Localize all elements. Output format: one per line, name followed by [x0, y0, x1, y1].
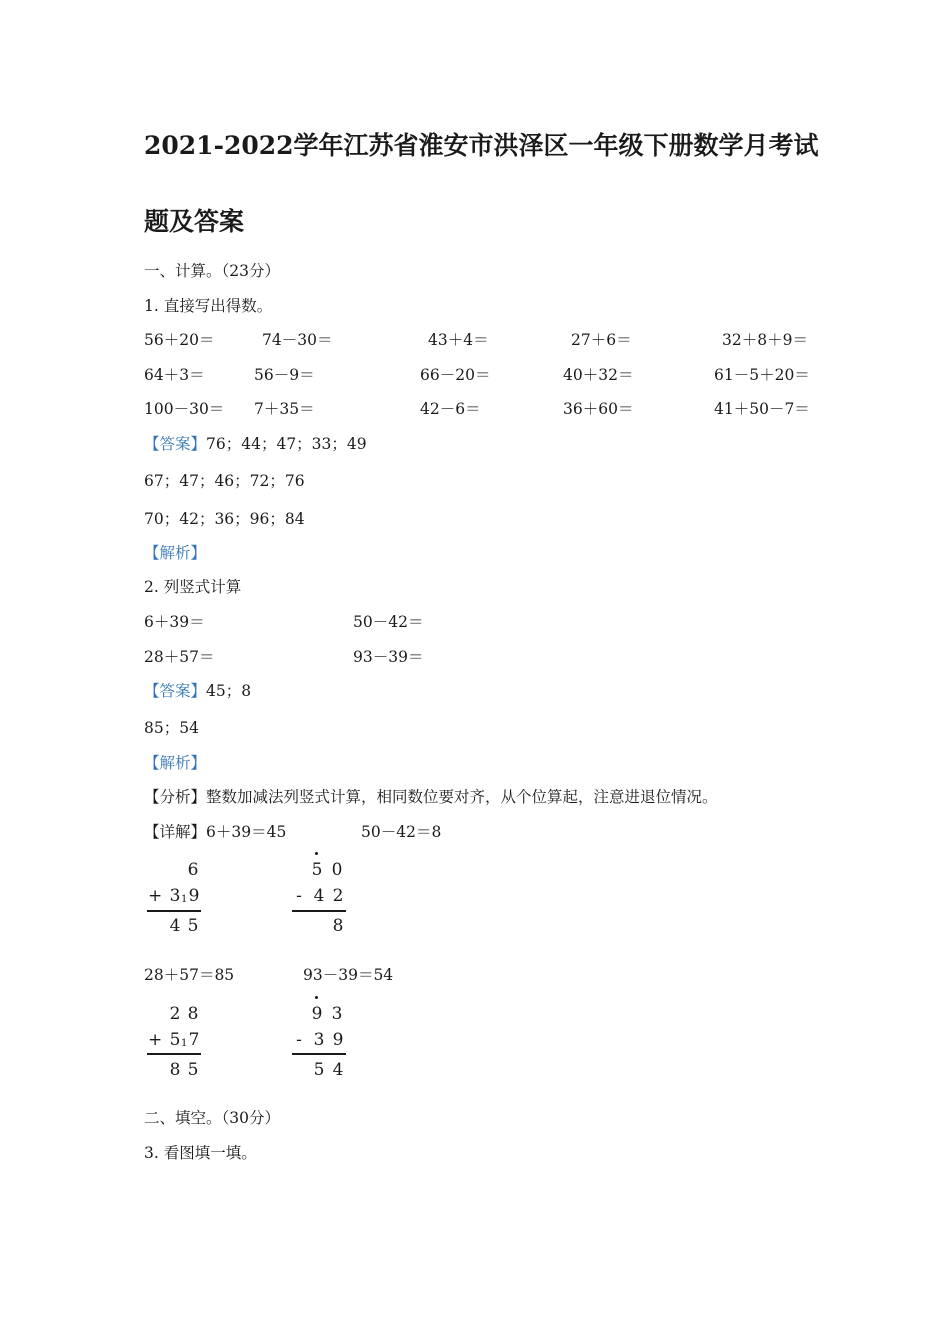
sum-line [147, 910, 201, 912]
sum-line [147, 1053, 201, 1055]
fenxi-text: 整数加减法列竖式计算，相同数位要对齐，从个位算起，注意进退位情况。 [206, 788, 718, 806]
digit: 7 [188, 1030, 200, 1050]
digit: 9 [332, 1030, 344, 1050]
q1-item: 32＋8＋9＝ [722, 331, 808, 349]
digit: 2 [332, 886, 344, 906]
borrow-dot [315, 996, 318, 999]
q1-item: 100－30＝ [144, 400, 225, 418]
digit: 6 [187, 860, 199, 880]
digit: 4 [313, 886, 325, 906]
digit: 5 [169, 1030, 181, 1050]
q1-item: 74－30＝ [262, 331, 333, 349]
digit: 0 [331, 860, 343, 880]
section2-heading: 二、填空。（30分） [144, 1109, 280, 1127]
operator: + [148, 1030, 163, 1050]
q1-item: 27＋6＝ [571, 331, 632, 349]
equation: 93－39＝54 [303, 966, 394, 984]
q1-item: 42－6＝ [420, 400, 481, 418]
q2-item: 50－42＝ [353, 613, 424, 631]
operator: + [148, 886, 163, 906]
equation: 28＋57＝85 [144, 966, 235, 984]
digit: 3 [331, 1004, 343, 1024]
q1-item: 56＋20＝ [144, 331, 215, 349]
operator: - [296, 886, 302, 906]
digit: 5 [187, 916, 199, 936]
q1-item: 43＋4＝ [428, 331, 489, 349]
q1-item: 40＋32＝ [563, 366, 634, 384]
digit: 3 [313, 1030, 325, 1050]
answer-text: 85；54 [144, 719, 199, 737]
q3-label: 3. 看图填一填。 [144, 1144, 257, 1162]
equation: 6＋39＝45 [206, 823, 287, 841]
q1-label: 1. 直接写出得数。 [144, 297, 273, 315]
q1-item: 7＋35＝ [254, 400, 315, 418]
q1-item: 56－9＝ [254, 366, 315, 384]
equation: 50－42＝8 [361, 823, 442, 841]
digit: 9 [188, 886, 200, 906]
digit: 8 [187, 1004, 199, 1024]
q1-item: 64＋3＝ [144, 366, 205, 384]
carry-mark: 1 [181, 894, 188, 905]
answer-text: 45；8 [206, 682, 252, 700]
borrow-dot [315, 852, 318, 855]
digit: 5 [187, 1060, 199, 1080]
digit: 8 [332, 916, 344, 936]
digit: 5 [311, 860, 323, 880]
operator: - [296, 1030, 302, 1050]
answer-text: 70；42；36；96；84 [144, 510, 305, 528]
digit: 2 [169, 1004, 181, 1024]
digit: 5 [313, 1060, 325, 1080]
q2-item: 93－39＝ [353, 648, 424, 666]
digit: 4 [169, 916, 181, 936]
analysis-tag: 【解析】 [144, 544, 207, 562]
q2-answer-row [144, 679, 251, 701]
xiangjie-tag: 【详解】 [144, 823, 207, 841]
answer-tag: 【答案】 [144, 682, 207, 700]
digit: 4 [332, 1060, 344, 1080]
section1-heading: 一、计算。（23分） [144, 262, 280, 280]
difference-line [292, 1053, 346, 1055]
fenxi-tag: 【分析】 [144, 788, 207, 806]
doc-title-line1: 2021-2022学年江苏省淮安市洪泽区一年级下册数学月考试 [144, 131, 819, 160]
q1-item: 61－5＋20＝ [714, 366, 810, 384]
fenxi-row [144, 785, 718, 807]
q2-item: 6＋39＝ [144, 613, 205, 631]
q2-label: 2. 列竖式计算 [144, 578, 242, 596]
q1-item: 41＋50－7＝ [714, 400, 810, 418]
doc-title-line2: 题及答案 [144, 207, 245, 236]
answer-text: 67；47；46；72；76 [144, 472, 305, 490]
digit: 3 [169, 886, 181, 906]
q1-answer-row [144, 432, 367, 454]
answer-tag: 【答案】 [144, 435, 207, 453]
answer-text: 76；44；47；33；49 [206, 435, 367, 453]
digit: 8 [169, 1060, 181, 1080]
difference-line [292, 910, 346, 912]
analysis-tag: 【解析】 [144, 754, 207, 772]
q1-item: 66－20＝ [420, 366, 491, 384]
digit: 9 [311, 1004, 323, 1024]
q2-item: 28＋57＝ [144, 648, 215, 666]
xiangjie-row [144, 820, 286, 842]
q1-item: 36＋60＝ [563, 400, 634, 418]
carry-mark: 1 [181, 1038, 188, 1049]
